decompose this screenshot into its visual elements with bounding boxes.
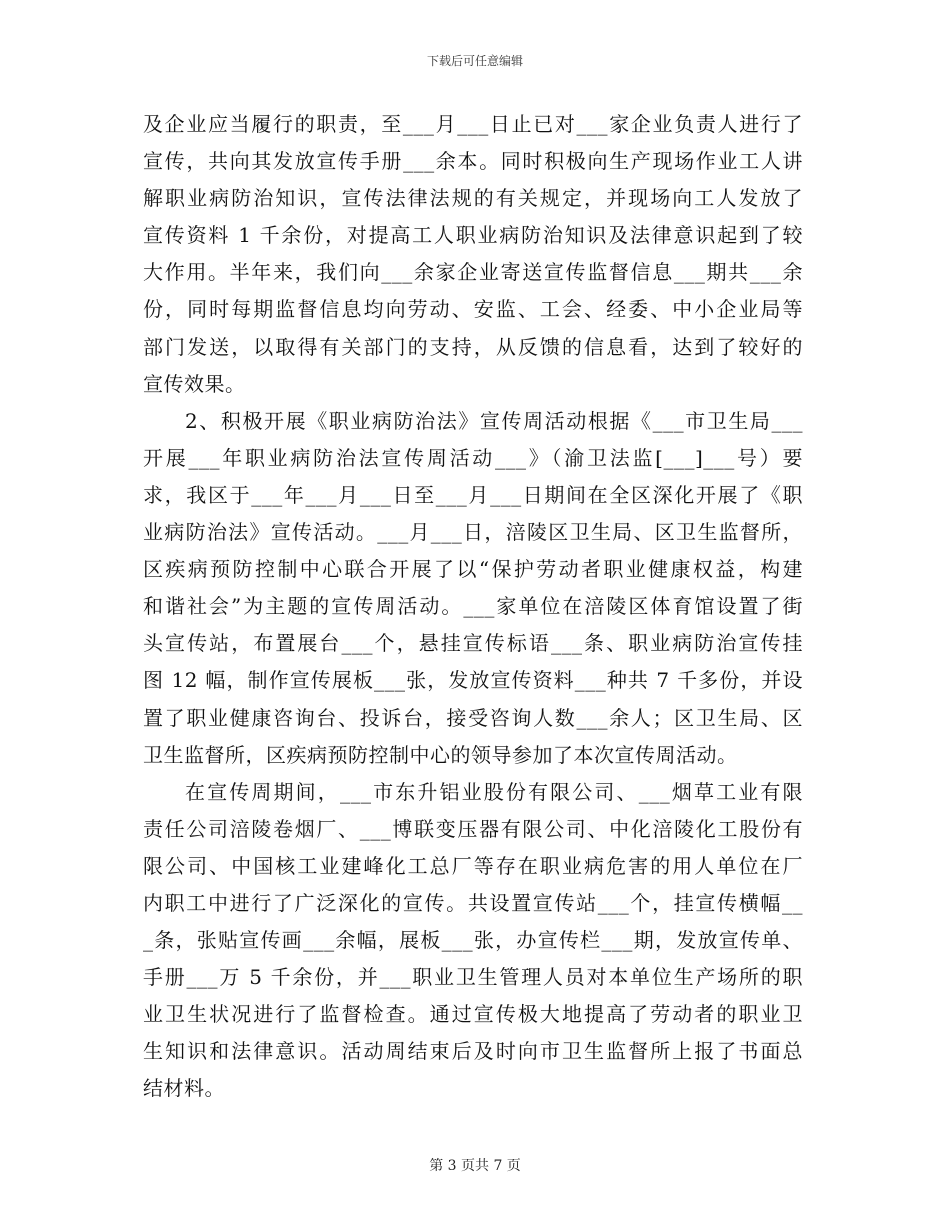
- text-line: 业病防治法》宣传活动。___月___日，涪陵区卫生局、区卫生监督所，: [143, 520, 803, 545]
- text-line: 生知识和法律意识。活动周结束后及时向市卫生监督所上报了书面总: [143, 1039, 803, 1064]
- text-line: 手册___万 5 千余份，并___职业卫生管理人员对本单位生产场所的职: [143, 965, 803, 990]
- text-line: 责任公司涪陵卷烟厂、___博联变压器有限公司、中化涪陵化工股份有: [143, 816, 803, 841]
- page-header: 下载后可任意编辑: [426, 54, 523, 68]
- page-number: 第 3 页共 7 页: [429, 1158, 521, 1174]
- text-line: 宣传效果。: [143, 371, 246, 396]
- text-line: 份，同时每期监督信息均向劳动、安监、工会、经委、中小企业局等: [143, 297, 803, 322]
- text-line: 求，我区于___年___月___日至___月___日期间在全区深化开展了《职: [143, 482, 803, 507]
- text-line: 限公司、中国核工业建峰化工总厂等存在职业病危害的用人单位在厂: [143, 853, 803, 878]
- text-line: 置了职业健康咨询台、投诉台，接受咨询人数___余人；区卫生局、区: [143, 705, 803, 730]
- text-line: 和谐社会”为主题的宣传周活动。___家单位在涪陵区体育馆设置了街: [143, 594, 803, 619]
- text-line: 在宣传周期间，___市东升铝业股份有限公司、___烟草工业有限: [185, 779, 803, 804]
- text-line: 宣传，共向其发放宣传手册___余本。同时积极向生产现场作业工人讲: [143, 149, 803, 174]
- paragraph: [143, 774, 803, 1108]
- paragraph: [143, 106, 803, 403]
- text-line: 大作用。半年来，我们向___余家企业寄送宣传监督信息___期共___余: [143, 260, 803, 285]
- text-line: 业卫生状况进行了监督检查。通过宣传极大地提高了劳动者的职业卫: [143, 1002, 803, 1027]
- text-line: 2、积极开展《职业病防治法》宣传周活动根据《___市卫生局___: [185, 408, 803, 433]
- text-line: 部门发送，以取得有关部门的支持，从反馈的信息看，达到了较好的: [143, 334, 803, 359]
- text-line: 卫生监督所，区疾病预防控制中心的领导参加了本次宣传周活动。: [143, 742, 738, 767]
- paragraph: [143, 403, 803, 774]
- text-line: 开展___年职业病防治法宣传周活动___》（渝卫法监[___]___号）要: [143, 445, 803, 470]
- text-line: 解职业病防治知识，宣传法律法规的有关规定，并现场向工人发放了: [143, 186, 803, 211]
- text-line: 及企业应当履行的职责，至___月___日止已对___家企业负责人进行了: [143, 112, 803, 136]
- text-line: 区疾病预防控制中心联合开展了以“保护劳动者职业健康权益，构建: [143, 557, 803, 582]
- document-body: [143, 106, 803, 1108]
- text-line: _条，张贴宣传画___余幅，展板___张，办宣传栏___期，发放宣传单、: [143, 928, 803, 953]
- text-line: 头宣传站，布置展台___个，悬挂宣传标语___条、职业病防治宣传挂: [143, 631, 803, 656]
- text-line: 内职工中进行了广泛深化的宣传。共设置宣传站___个，挂宣传横幅__: [143, 890, 803, 915]
- text-line: 结材料。: [143, 1076, 225, 1101]
- text-line: 宣传资料 1 千余份，对提高工人职业病防治知识及法律意识起到了较: [143, 223, 803, 248]
- text-line: 图 12 幅，制作宣传展板___张，发放宣传资料___种共 7 千多份，并设: [143, 668, 803, 693]
